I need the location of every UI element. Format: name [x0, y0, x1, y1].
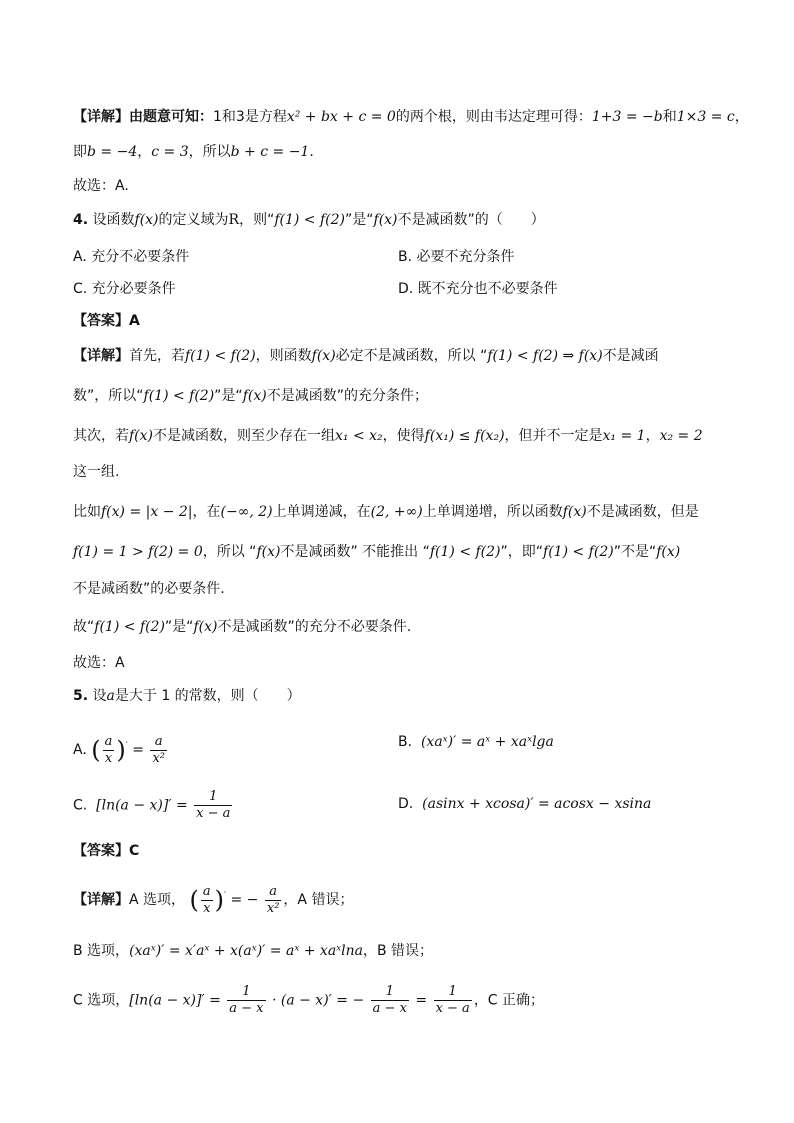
solution-3-line-1: 【详解】由题意可知：1和3是方程x² + bx + c = 0的两个根，则由韦达定理可得：1+3 = −b和1×3 = c， — [73, 109, 749, 125]
option-4-d: D. 既不充分也不必要条件 — [398, 281, 558, 297]
detail-tag: 【详解】 — [73, 109, 129, 125]
solution-5-c: C 选项，[ln(a − x)]′ = $\frac{1}{a - x}$ · (a − x)′ = − $\frac{1}{a - x}$ = $\frac{1}{x - a}$ ，C 正确； — [73, 984, 545, 1016]
option-5-a: A. ( $\frac{a}{x}$ )′ = $\frac{a}{\text{x²}}$ — [73, 733, 165, 766]
option-4-c: C. 充分必要条件 — [73, 281, 176, 297]
option-4-b: B. 必要不充分条件 — [398, 249, 515, 265]
solution-4-line-6: f(1) = 1 > f(2) = 0，所以 “f(x)不是减函数” 不能推出 “f(1) < f(2)”，即“f(1) < f(2)”不是“f(x) — [73, 544, 681, 560]
option-5-d: D. (asinx + xcosa)′ = acosx − xsina — [398, 796, 652, 812]
solution-3-line-2: 即b = −4，c = 3，所以b + c = −1. — [73, 144, 314, 160]
solution-4-line-3: 其次，若f(x)不是减函数，则至少存在一组x₁ < x₂，使得f(x₁) ≤ f(x₂)，但并不一定是x₁ = 1，x₂ = 2 — [73, 428, 703, 444]
question-4-stem: 4. 设函数f(x)的定义域为R，则“f(1) < f(2)”是“f(x)不是减函数”的（ ） — [73, 212, 545, 228]
option-4-a: A. 充分不必要条件 — [73, 249, 190, 265]
solution-4-line-8: 故“f(1) < f(2)”是“f(x)不是减函数”的充分不必要条件. — [73, 619, 412, 635]
solution-4-line-5: 比如f(x) = |x − 2|，在(−∞, 2)上单调递减，在(2, +∞)上单调递增，所以函数f(x)不是减函数，但是 — [73, 504, 699, 520]
solution-4-line-2: 数”，所以“f(1) < f(2)”是“f(x)不是减函数”的充分条件； — [73, 388, 428, 404]
choice-4: 故选：A — [73, 655, 125, 671]
solution-4-line-4: 这一组. — [73, 464, 120, 480]
solution-4-line-1: 【详解】首先，若f(1) < f(2)，则函数f(x)必定不是减函数，所以 “f(1) < f(2) ⇒ f(x)不是减函 — [73, 348, 659, 364]
answer-5: 【答案】C — [73, 843, 140, 859]
choice-3: 故选：A. — [73, 178, 129, 194]
solution-5-a: 【详解】A 选项， ( $\frac{a}{x}$ )′ = − $\frac{a}{\text{x²}}$ ，A 错误； — [73, 883, 354, 916]
quadratic-equation: x² + bx + c = 0 — [286, 109, 396, 125]
question-5-stem: 5. 设a是大于 1 的常数，则（ ） — [73, 688, 301, 704]
solution-4-line-7: 不是减函数”的必要条件. — [73, 581, 225, 597]
option-5-b: B. (xaˣ)′ = aˣ + xaˣlga — [398, 734, 554, 750]
solution-5-b: B 选项，(xaˣ)′ = x′aˣ + x(aˣ)′ = aˣ + xaˣlna，B 错误； — [73, 943, 434, 959]
answer-4: 【答案】A — [73, 313, 140, 329]
option-5-c: C. [ln(a − x)]′ = $\frac{1}{x - a}$ — [73, 789, 231, 821]
